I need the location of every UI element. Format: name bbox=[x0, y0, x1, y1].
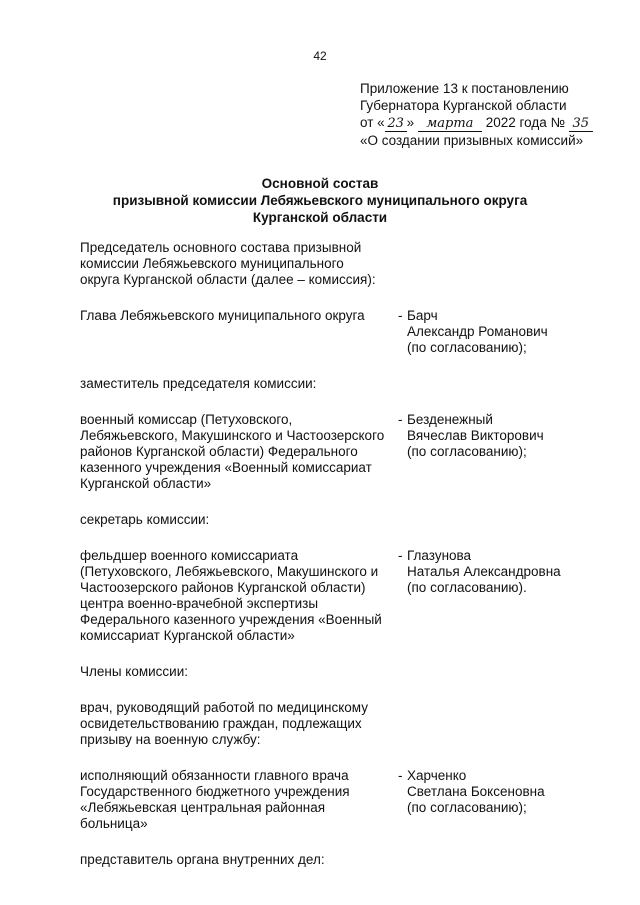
chairman-entry bbox=[80, 308, 580, 356]
doctor-entry bbox=[80, 768, 580, 832]
person-name: - Барч Александр Романович (по согласованию); bbox=[398, 308, 548, 355]
position-text: Глава Лебяжьевского муниципального округа bbox=[80, 308, 365, 323]
appendix-date-line: от « 23 » марта 2022 года № 35 bbox=[360, 114, 630, 132]
handwritten-month: марта bbox=[418, 117, 482, 132]
handwritten-number: 35 bbox=[569, 117, 593, 132]
document-title: Основной состав призывной комиссии Лебяжьевского муниципального округа Курганской области bbox=[112, 176, 528, 225]
appendix-line: Губернатора Курганской области bbox=[360, 98, 567, 113]
police-heading: представитель органа внутренних дел: bbox=[80, 852, 325, 867]
person-name: - Безденежный Вячеслав Викторович (по согласованию); bbox=[398, 412, 544, 459]
deputy-entry bbox=[80, 412, 580, 492]
appendix-header bbox=[360, 80, 630, 149]
handwritten-day: 23 bbox=[385, 117, 407, 132]
chairman-heading: Председатель основного состава призывной комиссии Лебяжьевского муниципального округа Курганской области (далее – комиссия): bbox=[80, 240, 376, 287]
commission-list bbox=[80, 240, 580, 868]
deputy-heading: заместитель председателя комиссии: bbox=[80, 376, 317, 391]
page-number: 42 bbox=[313, 49, 327, 63]
position-text: фельдшер военного комиссариата (Петуховского, Лебяжьевского, Макушинского и Частоозерского районов Курганской области) центра военно-врачебной экспертизы Федерального казенного учреждения «Военный комиссариат Курганской области» bbox=[80, 548, 382, 643]
position-text: военный комиссар (Петуховского, Лебяжьевского, Макушинского и Частоозерского районов Курганской области) Федерального казенного учреждения «Военный комиссариат Курганской области» bbox=[80, 412, 385, 491]
secretary-heading: секретарь комиссии: bbox=[80, 512, 210, 527]
person-name: - Харченко Светлана Боксеновна (по согласованию); bbox=[398, 768, 545, 815]
person-name: - Глазунова Наталья Александровна (по согласованию). bbox=[398, 548, 561, 595]
secretary-entry bbox=[80, 548, 580, 644]
appendix-line: «О создании призывных комиссий» bbox=[360, 133, 584, 148]
appendix-line: Приложение 13 к постановлению bbox=[360, 81, 569, 96]
doctor-heading: врач, руководящий работой по медицинскому освидетельствованию граждан, подлежащих призыву на военную службу: bbox=[80, 700, 368, 747]
members-heading: Члены комиссии: bbox=[80, 664, 189, 679]
position-text: исполняющий обязанности главного врача Государственного бюджетного учреждения «Лебяжьевская центральная районная больница» bbox=[80, 768, 350, 831]
